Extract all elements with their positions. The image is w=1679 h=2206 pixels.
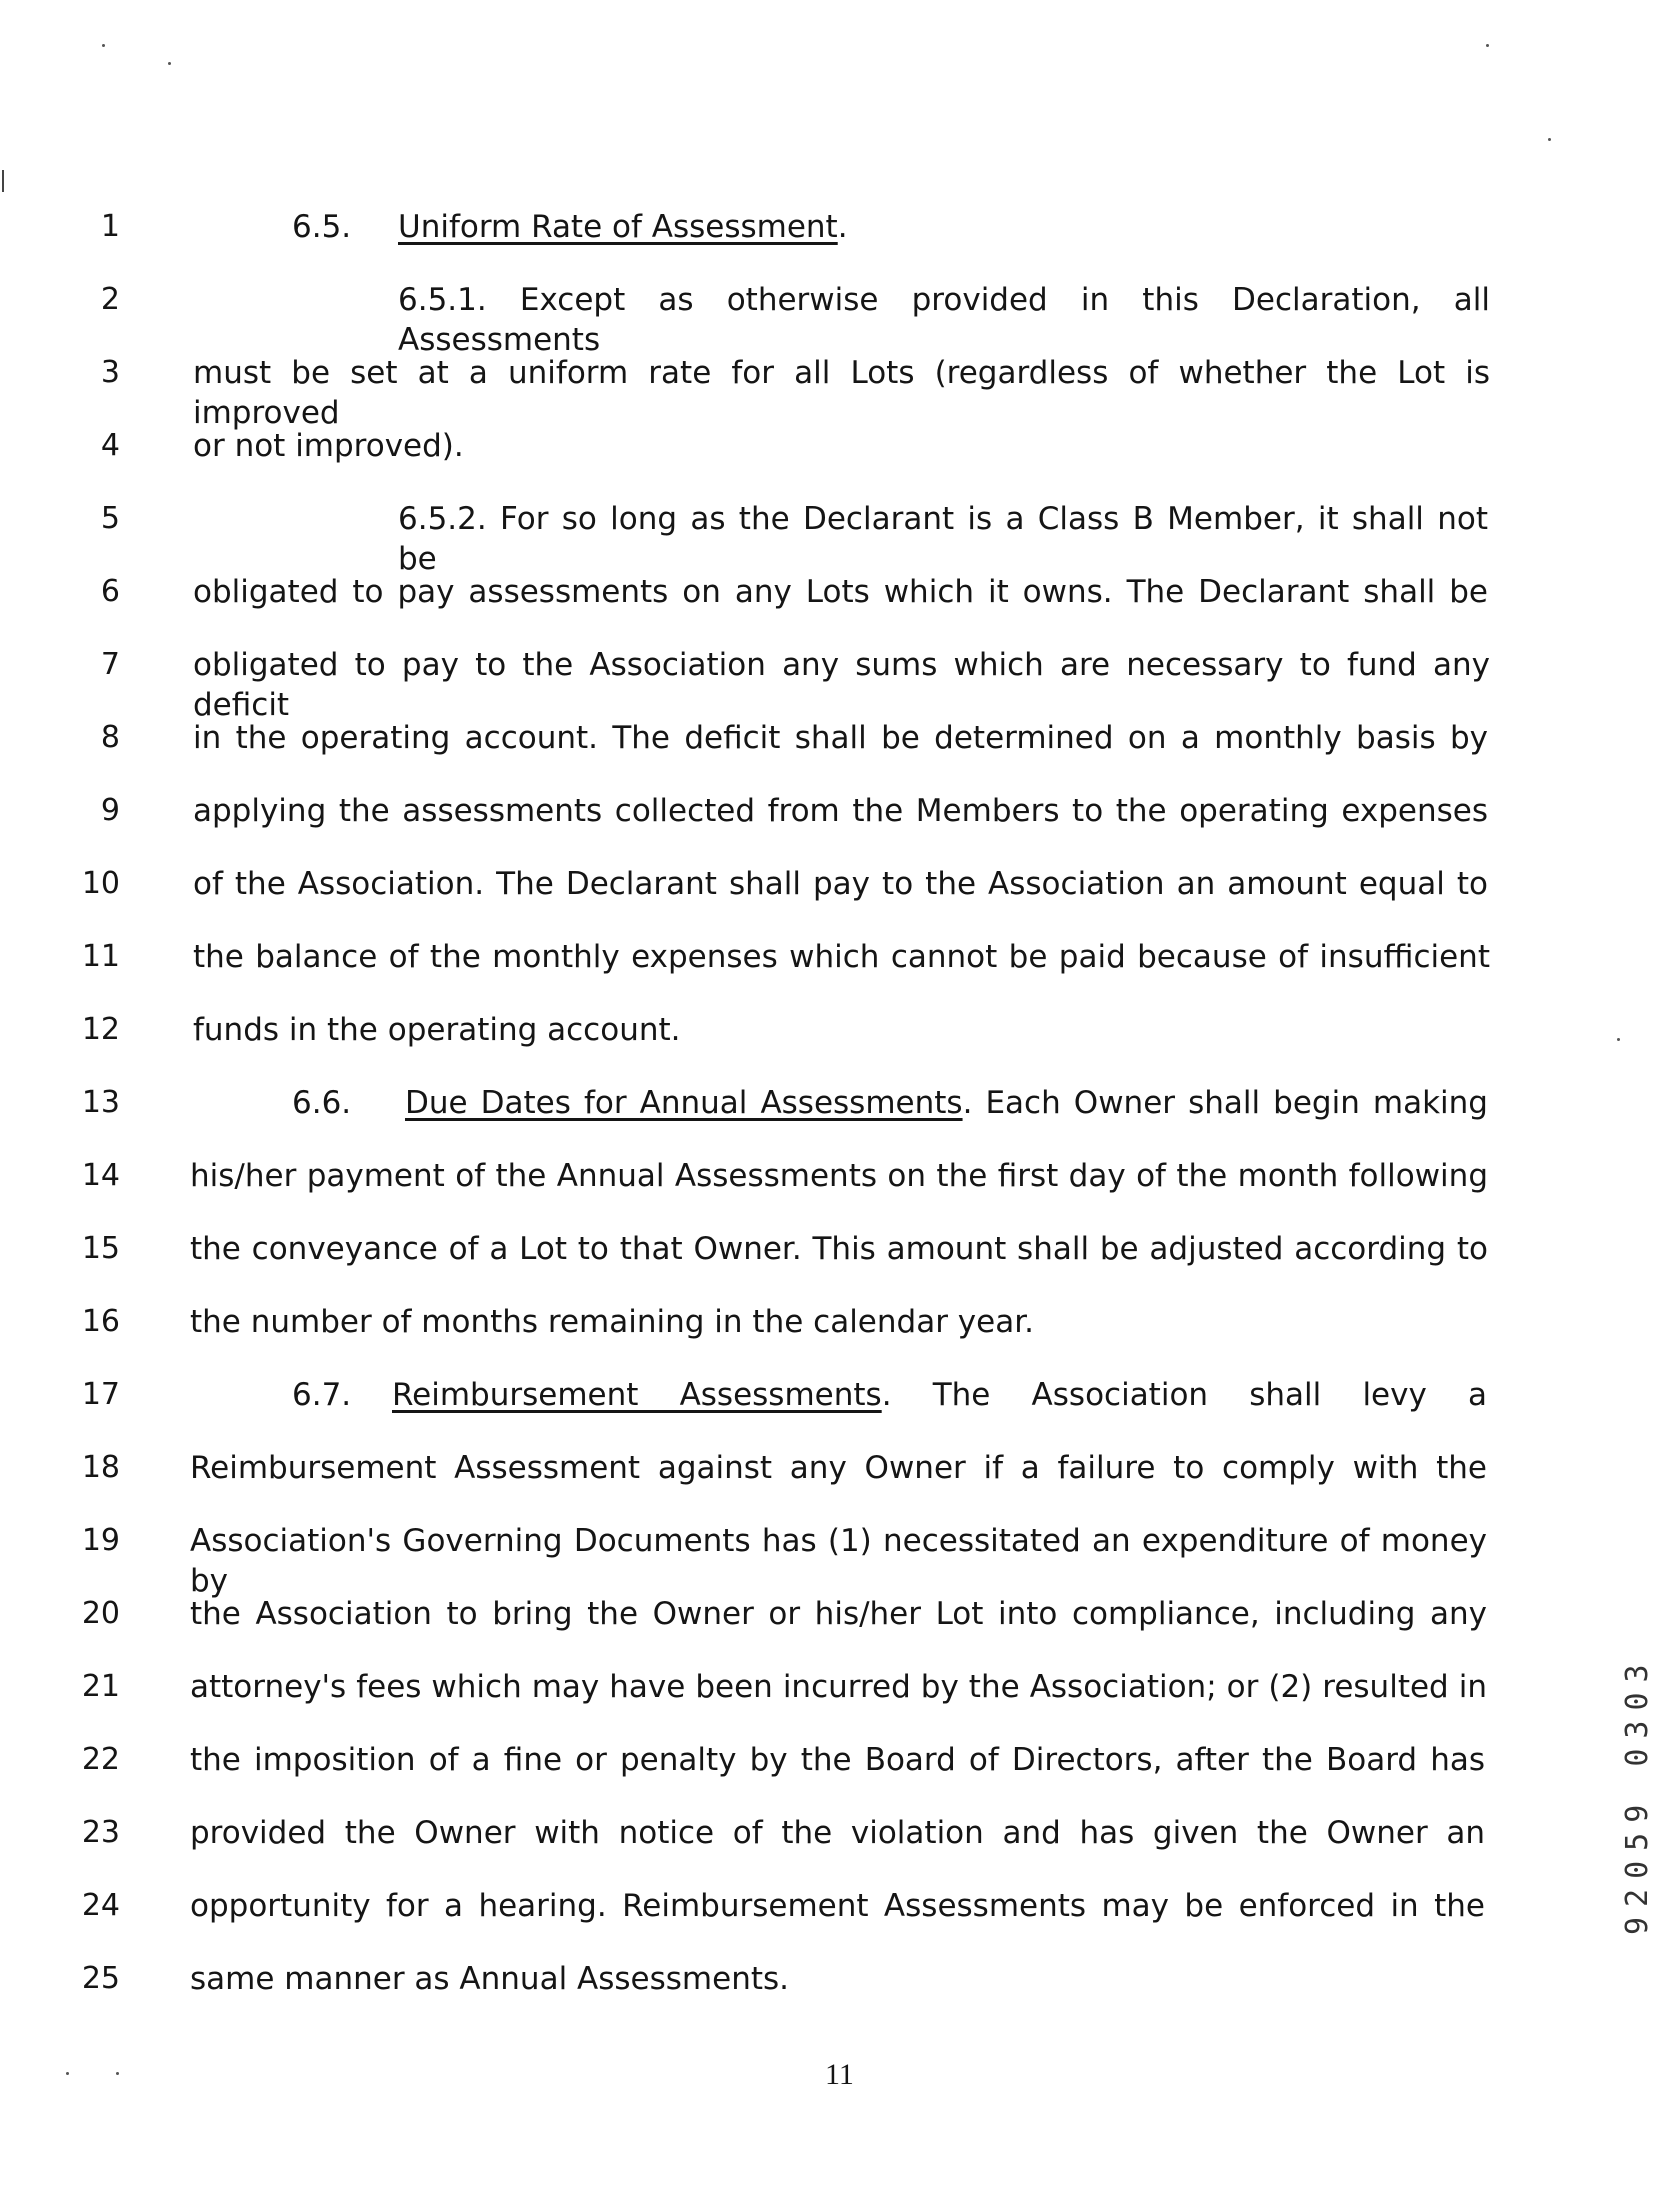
scan-edge-mark bbox=[2, 170, 4, 192]
body-line: the balance of the monthly expenses which cannot be paid because of insufficient bbox=[193, 939, 1490, 975]
recording-stamp bbox=[1612, 1575, 1655, 1935]
body-line: opportunity for a hearing. Reimbursement Assessments may be enforced in the bbox=[190, 1888, 1485, 1924]
body-line: the number of months remaining in the calendar year. bbox=[190, 1304, 1034, 1340]
line-number: 14 bbox=[81, 1158, 120, 1193]
line-number: 18 bbox=[81, 1450, 120, 1485]
line-number: 8 bbox=[100, 720, 120, 755]
heading-continuation: . The Association shall levy a bbox=[881, 1377, 1487, 1413]
body-line: obligated to pay assessments on any Lots which it owns. The Declarant shall be bbox=[193, 574, 1488, 610]
line-number: 24 bbox=[81, 1888, 120, 1923]
body-line: obligated to pay to the Association any sums which are necessary to fund any deficit bbox=[193, 647, 1490, 723]
section-heading-title: Reimbursement Assessments bbox=[392, 1377, 882, 1413]
line-number: 13 bbox=[81, 1085, 120, 1120]
scan-speck bbox=[1548, 138, 1551, 141]
section-heading-title: Due Dates for Annual Assessments bbox=[405, 1085, 963, 1121]
scan-speck bbox=[102, 44, 105, 47]
body-line: his/her payment of the Annual Assessments on the first day of the month following bbox=[190, 1158, 1488, 1194]
line-number: 5 bbox=[100, 501, 120, 536]
section-number: 6.7. bbox=[292, 1377, 352, 1413]
line-number: 11 bbox=[81, 939, 120, 974]
body-line: applying the assessments collected from the Members to the operating expenses bbox=[193, 793, 1488, 829]
line-number: 17 bbox=[81, 1377, 120, 1412]
line-number: 19 bbox=[81, 1523, 120, 1558]
line-number: 12 bbox=[81, 1012, 120, 1047]
body-line: or not improved). bbox=[193, 428, 464, 464]
recording-stamp-text: 92059 0303 bbox=[1620, 1654, 1655, 1935]
scan-speck bbox=[1486, 44, 1489, 47]
body-line: 6.5.2. For so long as the Declarant is a Class B Member, it shall not be bbox=[398, 501, 1488, 577]
body-line: the conveyance of a Lot to that Owner. This amount shall be adjusted according to bbox=[190, 1231, 1488, 1267]
line-number: 9 bbox=[100, 793, 120, 828]
line-number: 22 bbox=[81, 1742, 120, 1777]
body-line: the imposition of a fine or penalty by the Board of Directors, after the Board has bbox=[190, 1742, 1485, 1778]
section-number: 6.6. bbox=[292, 1085, 352, 1121]
section-heading-line bbox=[405, 1083, 1488, 1123]
line-number: 3 bbox=[100, 355, 120, 390]
body-line: provided the Owner with notice of the violation and has given the Owner an bbox=[190, 1815, 1485, 1851]
line-number: 6 bbox=[100, 574, 120, 609]
line-number: 25 bbox=[81, 1961, 120, 1996]
line-number: 21 bbox=[81, 1669, 120, 1704]
body-line: attorney's fees which may have been incurred by the Association; or (2) resulted in bbox=[190, 1669, 1487, 1705]
section-number: 6.5. bbox=[292, 209, 352, 245]
body-line: in the operating account. The deficit shall be determined on a monthly basis by bbox=[193, 720, 1488, 756]
body-line: Association's Governing Documents has (1) necessitated an expenditure of money by bbox=[190, 1523, 1487, 1599]
section-heading-line bbox=[392, 1375, 1487, 1415]
body-line: funds in the operating account. bbox=[193, 1012, 681, 1048]
line-number: 2 bbox=[100, 282, 120, 317]
line-number: 7 bbox=[100, 647, 120, 682]
line-number: 20 bbox=[81, 1596, 120, 1631]
scan-speck bbox=[168, 62, 171, 65]
line-number: 4 bbox=[100, 428, 120, 463]
heading-period: . bbox=[837, 209, 848, 245]
line-number: 10 bbox=[81, 866, 120, 901]
line-number: 1 bbox=[100, 209, 120, 244]
line-number: 23 bbox=[81, 1815, 120, 1850]
line-number: 16 bbox=[81, 1304, 120, 1339]
page-number: 11 bbox=[825, 2058, 854, 2091]
section-heading bbox=[398, 207, 848, 247]
line-number: 15 bbox=[81, 1231, 120, 1266]
section-heading-title: Uniform Rate of Assessment bbox=[398, 209, 838, 245]
body-line: of the Association. The Declarant shall pay to the Association an amount equal to bbox=[193, 866, 1488, 902]
body-line: same manner as Annual Assessments. bbox=[190, 1961, 790, 1997]
body-line: must be set at a uniform rate for all Lots (regardless of whether the Lot is improved bbox=[193, 355, 1490, 431]
body-line: the Association to bring the Owner or his/her Lot into compliance, including any bbox=[190, 1596, 1487, 1632]
scan-speck bbox=[1617, 1038, 1620, 1041]
body-line: 6.5.1. Except as otherwise provided in this Declaration, all Assessments bbox=[398, 282, 1490, 358]
heading-continuation: . Each Owner shall begin making bbox=[962, 1085, 1488, 1121]
body-line: Reimbursement Assessment against any Owner if a failure to comply with the bbox=[190, 1450, 1487, 1486]
